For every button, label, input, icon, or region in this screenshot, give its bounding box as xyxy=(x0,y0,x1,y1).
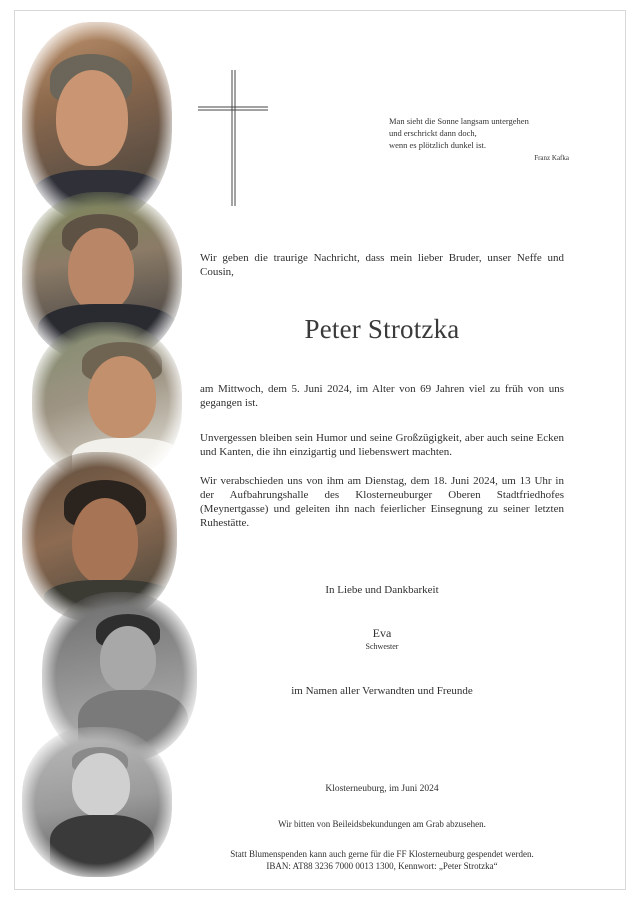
quote-author: Franz Kafka xyxy=(534,154,569,162)
condolence-request: Wir bitten von Beileidsbekundungen am Grab abzusehen. xyxy=(278,819,486,829)
donation-line: Statt Blumenspenden kann auch gerne für die FF Klosterneuburg gespendet werden. xyxy=(230,849,534,859)
place-date: Klosterneuburg, im Juni 2024 xyxy=(325,784,439,794)
deceased-name: Peter Strotzka xyxy=(304,314,460,344)
photo-collage xyxy=(22,22,197,877)
quote-line: und erschrickt dann doch, xyxy=(389,128,477,138)
mourner-name: Eva xyxy=(372,626,392,640)
donation-note xyxy=(200,848,564,872)
mourner-role: Schwester xyxy=(365,642,399,651)
farewell-paragraph: Wir verabschieden uns von ihm am Dienstag, dem 18. Juni 2024, um 13 Uhr in der Aufbahrungshalle des Klosterneuburger Oberen Stadtfriedhofes (Meynertgasse) und geleiten ihn nach feierlicher Einsegnung zu seiner letzten Ruhestätte. xyxy=(200,475,564,529)
memory-paragraph: Unvergessen bleiben sein Humor und seine Großzügigkeit, aber auch seine Ecken und Kanten, die ihn einzigartig und liebenswert machten. xyxy=(200,432,564,458)
quote-line: wenn es plötzlich dunkel ist. xyxy=(389,140,487,150)
donation-iban: IBAN: AT88 3236 7000 0013 1300, Kennwort: „Peter Strotzka“ xyxy=(266,861,498,871)
death-paragraph: am Mittwoch, dem 5. Juni 2024, im Alter von 69 Jahren viel zu früh von uns gegangen ist. xyxy=(200,383,564,409)
quote-line: Man sieht die Sonne langsam untergehen xyxy=(389,116,529,126)
family-text: im Namen aller Verwandten und Freunde xyxy=(291,685,473,697)
kafka-quote xyxy=(389,115,569,164)
cross-icon xyxy=(198,70,268,206)
closing-text: In Liebe und Dankbarkeit xyxy=(325,584,439,596)
portrait-photo-baby xyxy=(22,727,172,877)
intro-paragraph: Wir geben die traurige Nachricht, dass mein lieber Bruder, unser Neffe und Cousin, xyxy=(200,252,564,278)
